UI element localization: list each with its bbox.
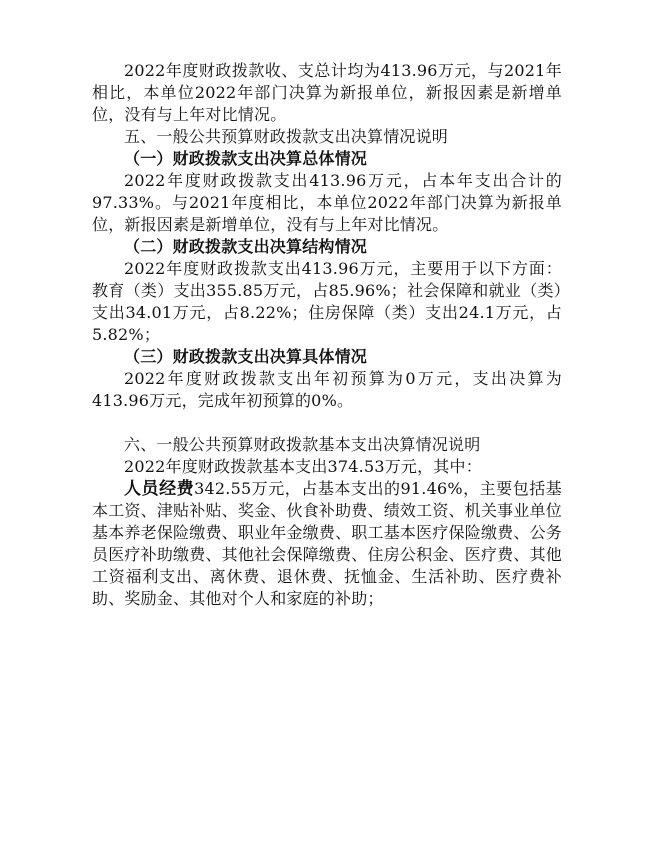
- section-six-body: 2022年度财政拨款基本支出374.53万元，其中：: [124, 457, 482, 476]
- document-body: [92, 60, 562, 610]
- subsection-two-body: 2022年度财政拨款支出413.96万元，主要用于以下方面：教育（类）支出355.85万元，占85.96%；社会保障和就业（类）支出34.01万元，占8.22%；住房保障（类）支出24.1万元，占5.82%；: [92, 259, 562, 344]
- subsection-one-body: 2022年度财政拨款支出413.96万元，占本年支出合计的97.33%。与2021年度相比，本单位2022年部门决算为新报单位，新报因素是新增单位，没有与上年对比情况。: [92, 171, 562, 234]
- section-six-title: 六、一般公共预算财政拨款基本支出决算情况说明: [124, 435, 481, 454]
- subsection-two-title: （二）财政拨款支出决算结构情况: [124, 237, 368, 256]
- personnel-expense-label: 人员经费: [124, 479, 195, 499]
- subsection-one-title: （一）财政拨款支出决算总体情况: [124, 149, 368, 168]
- personnel-expense-paragraph: [92, 478, 562, 610]
- personnel-expense-body: 342.55万元，占基本支出的91.46%，主要包括基本工资、津贴补贴、奖金、伙食补助费、绩效工资、机关事业单位基本养老保险缴费、职业年金缴费、职工基本医疗保险缴费、公务员医疗补助缴费、其他社会保障缴费、住房公积金、医疗费、其他工资福利支出、离休费、退休费、抚恤金、生活补助、医疗费补助、奖励金、其他对个人和家庭的补助；: [92, 479, 562, 608]
- subsection-three-body: 2022年度财政拨款支出年初预算为0万元，支出决算为413.96万元，完成年初预算的0%。: [92, 369, 562, 410]
- subsection-three-title: （三）财政拨款支出决算具体情况: [124, 347, 368, 366]
- blank-line: [92, 412, 562, 434]
- paragraph-total-overview: 2022年度财政拨款收、支总计均为413.96万元，与2021年相比，本单位2022年部门决算为新报单位，新报因素是新增单位，没有与上年对比情况。: [92, 61, 562, 124]
- section-five-title: 五、一般公共预算财政拨款支出决算情况说明: [124, 127, 449, 146]
